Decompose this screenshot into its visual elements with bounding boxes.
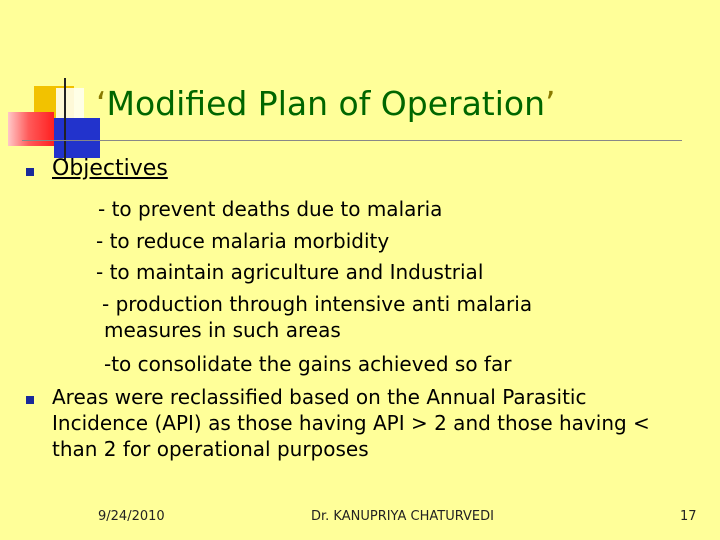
- title-open-quote: ‘: [96, 84, 107, 123]
- footer-author: Dr. KANUPRIYA CHATURVEDI: [311, 509, 494, 524]
- decor-blue-square: [54, 118, 100, 158]
- title-text: Modified Plan of Operation: [106, 84, 546, 123]
- objective-item: - to reduce malaria morbidity: [96, 229, 390, 253]
- objective-item: -to consolidate the gains achieved so far: [104, 352, 512, 376]
- bullet-objectives: [26, 168, 34, 176]
- objective-item: measures in such areas: [104, 318, 341, 342]
- objectives-heading: Objectives: [52, 156, 168, 181]
- areas-line: Areas were reclassified based on the Annual Parasitic: [52, 385, 587, 409]
- bullet-areas: [26, 396, 34, 404]
- areas-line: Incidence (API) as those having API > 2 and those having <: [52, 411, 650, 435]
- objective-item: - to prevent deaths due to malaria: [98, 197, 443, 221]
- decor-vertical-line: [64, 78, 66, 160]
- slide-title: [96, 84, 556, 123]
- title-close-quote: ’: [545, 84, 556, 123]
- footer-page-number: 17: [680, 509, 697, 524]
- areas-line: than 2 for operational purposes: [52, 437, 369, 461]
- objective-item: - to maintain agriculture and Industrial: [96, 260, 484, 284]
- footer-date: 9/24/2010: [98, 509, 165, 524]
- title-divider: [22, 140, 682, 141]
- objective-item: - production through intensive anti malaria: [102, 292, 533, 316]
